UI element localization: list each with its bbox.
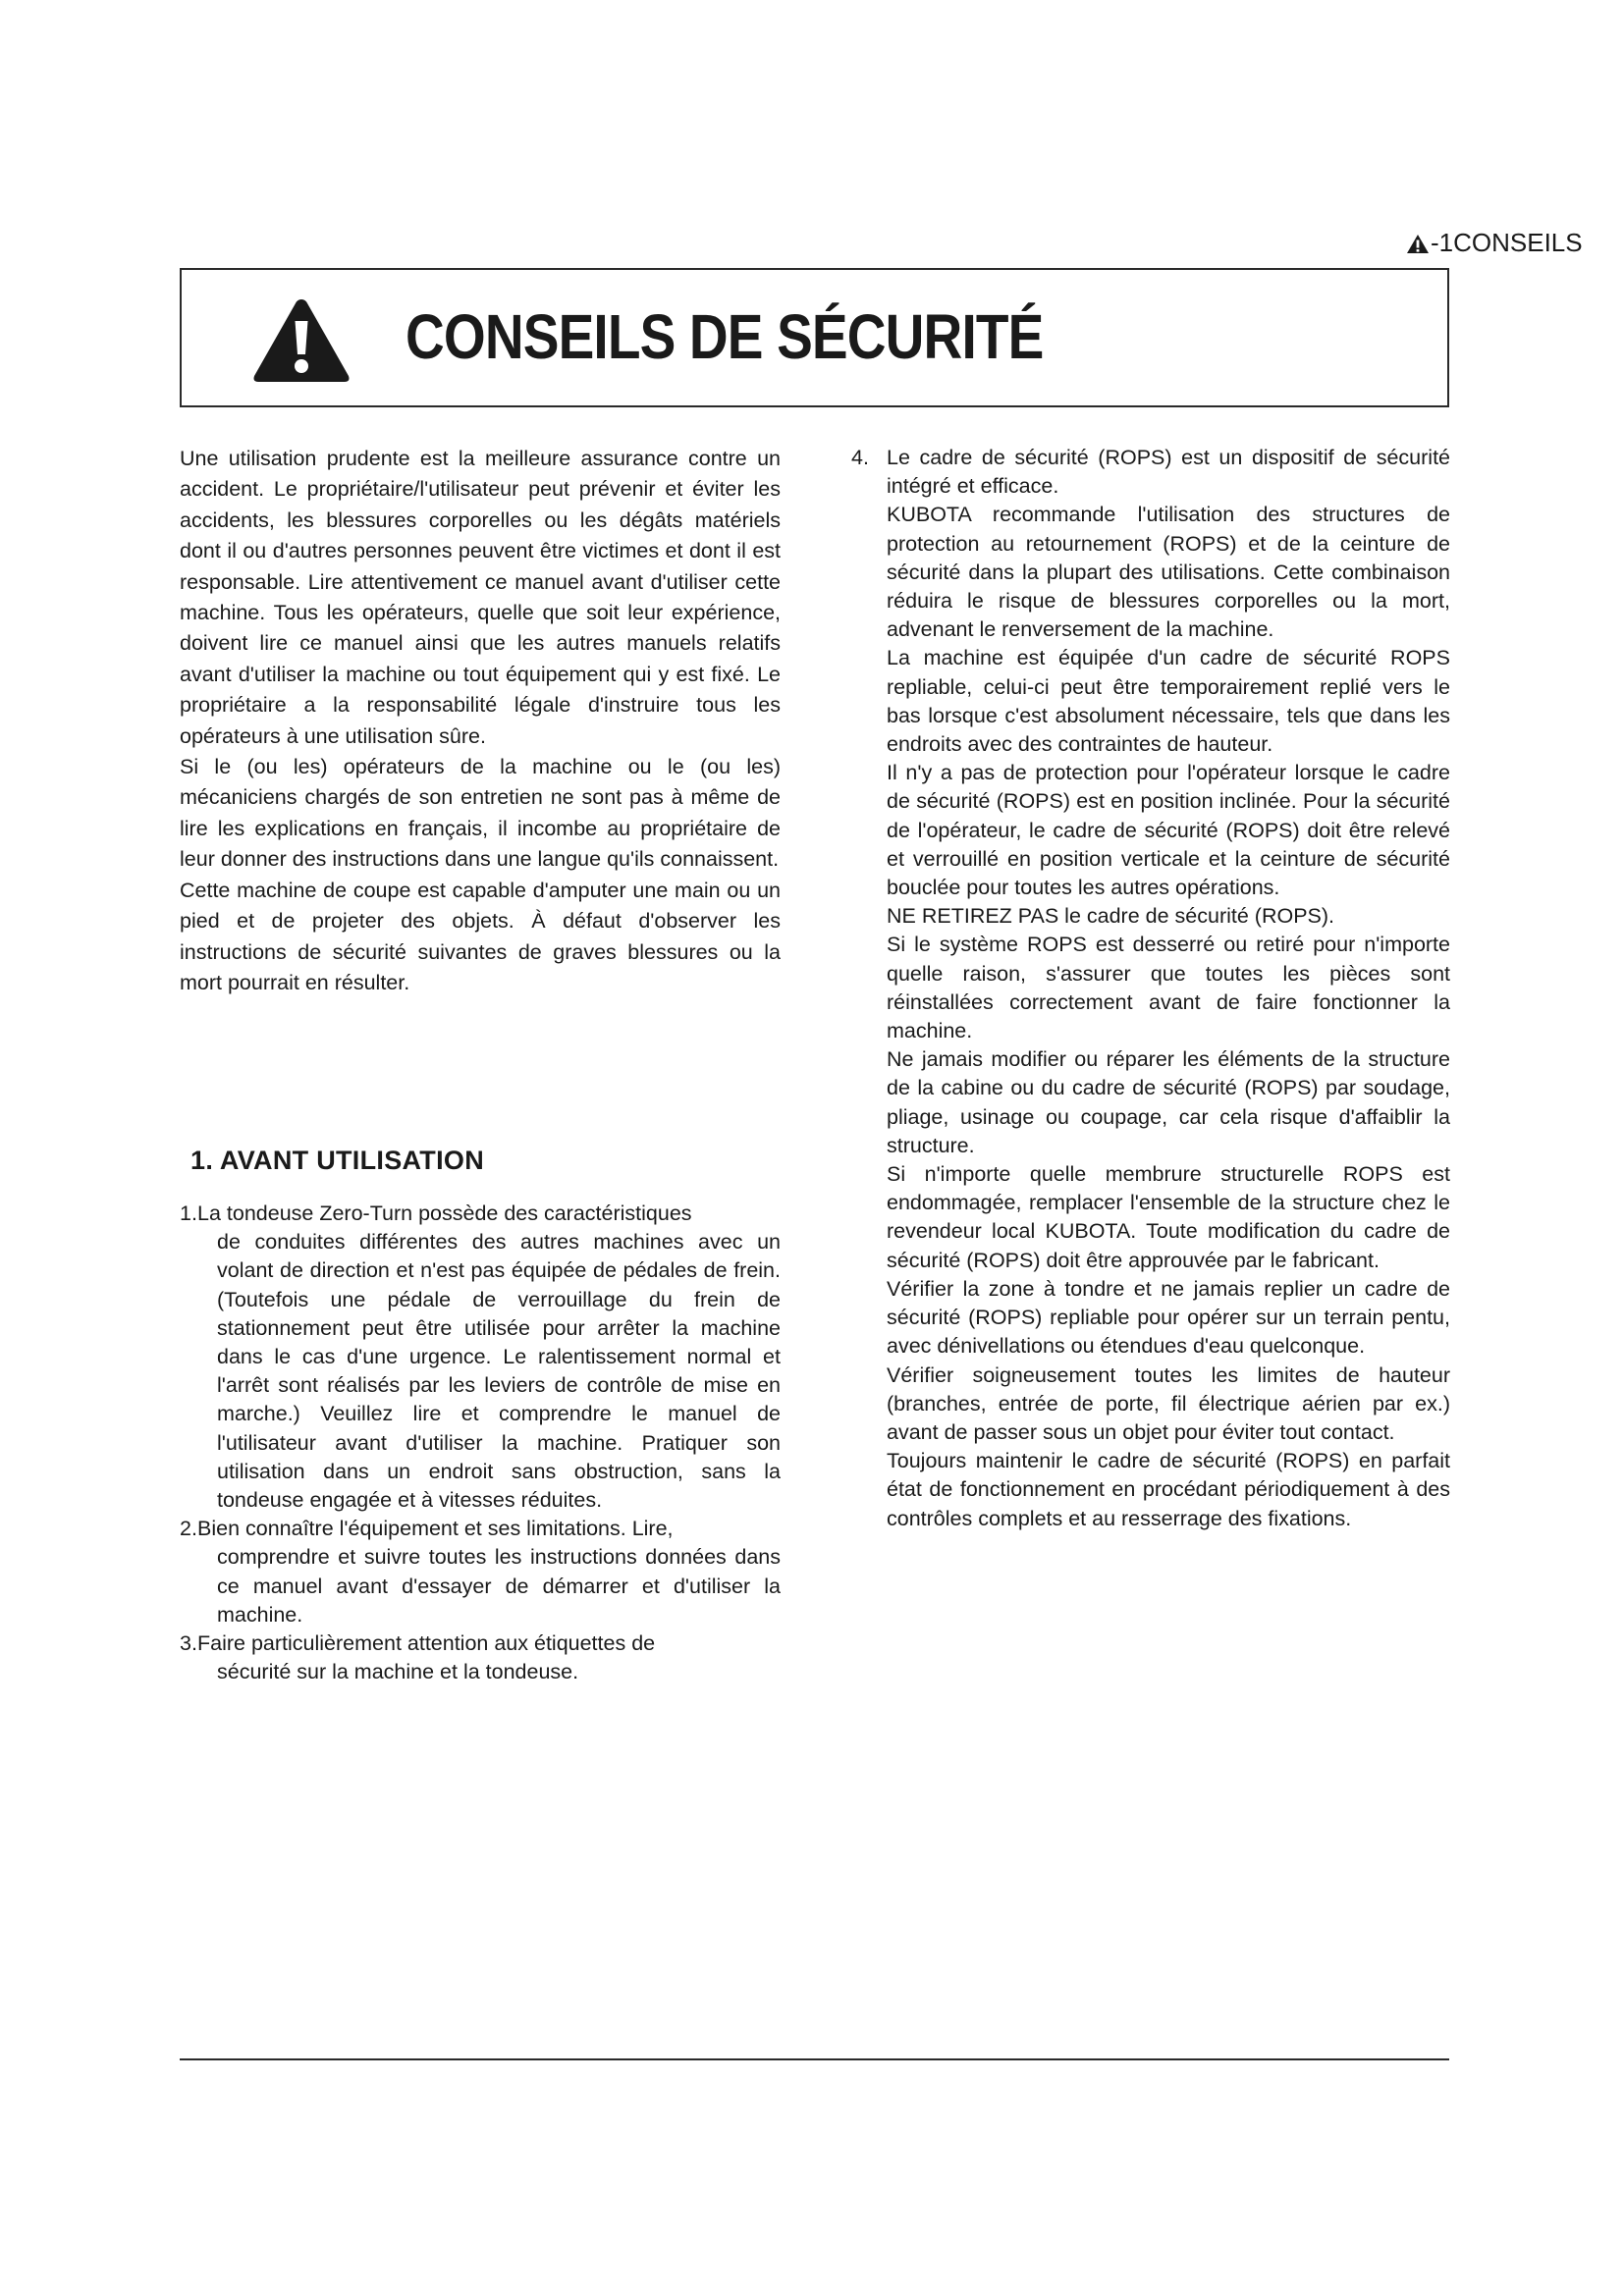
- rops-paragraph: Vérifier la zone à tondre et ne jamais replier un cadre de sécurité (ROPS) repliable pour opérer sur un terrain pentu, avec dénivellations ou étendues d'eau quelconque.: [887, 1276, 1450, 1359]
- list-item-number: 4.: [851, 446, 869, 469]
- list-item-lead: Faire particulièrement attention aux étiquettes de: [197, 1631, 656, 1656]
- warning-triangle-icon: [1406, 231, 1430, 260]
- rops-paragraph: Si le système ROPS est desserré ou retiré pour n'importe quelle raison, s'assurer que toutes les pièces sont réinstallées correctement avant de faire fonctionner la machine.: [887, 933, 1450, 1043]
- list-item: [180, 1629, 781, 1686]
- list-item: [851, 444, 1450, 1533]
- list-item: [180, 1200, 781, 1515]
- list-item-text: sécurité sur la machine et la tondeuse.: [217, 1660, 579, 1684]
- rops-paragraph: Vérifier soigneusement toutes les limites de hauteur (branches, entrée de porte, fil électrique aérien par ex.) avant de passer sous un objet pour éviter tout contact.: [887, 1362, 1450, 1444]
- list-item-number: 2.: [180, 1517, 197, 1541]
- section-heading: 1. AVANT UTILISATION: [190, 1146, 484, 1175]
- rops-paragraph: Ne jamais modifier ou réparer les éléments de la structure de la cabine ou du cadre de sécurité (ROPS) par soudage, pliage, usinage ou coupage, car cela risque d'affaiblir la structure.: [887, 1047, 1450, 1157]
- page-title: CONSEILS DE SÉCURITÉ: [406, 301, 1044, 372]
- numbered-list: [180, 1200, 781, 1686]
- rops-paragraph: KUBOTA recommande l'utilisation des structures de protection au retournement (ROPS) et de la ceinture de sécurité dans la plupart des utilisations. Cette combinaison réduira le risque de blessures corporelles ou la mort, advenant le renversement de la machine.: [887, 503, 1450, 642]
- rops-paragraph: Toujours maintenir le cadre de sécurité (ROPS) en parfait état de fonctionnement en procédant périodiquement à des contrôles complets et au resserrage des fixations.: [887, 1449, 1450, 1530]
- list-item-number: 3.: [180, 1631, 197, 1656]
- list-item-text: de conduites différentes des autres machines avec un volant de direction et n'est pas équipée de pédales de frein. (Toutefois une pédale de verrouillage du frein de stationnement peut être utilisée pour arrêter la machine dans le cas d'une urgence. Le ralentissement normal et l'arrêt sont réalisés par les leviers de contrôle de mise en marche.) Veuillez lire et comprendre le manuel de l'utilisateur avant d'utiliser la machine. Pratiquer son utilisation dans un endroit sans obstruction, sans la tondeuse engagée et à vitesses réduites.: [217, 1230, 781, 1513]
- footer-divider: [180, 2058, 1449, 2060]
- page-reference: [1406, 228, 1624, 260]
- warning-triangle-icon: [250, 295, 352, 391]
- rops-column: [851, 444, 1450, 1533]
- list-item-number: 1.: [180, 1201, 197, 1225]
- intro-column: [180, 444, 781, 998]
- intro-paragraph: Si le (ou les) opérateurs de la machine ou le (ou les) mécaniciens chargés de son entretien ne sont pas à même de lire les explications en français, il incombe au propriétaire de leur donner des instructions dans une langue qu'ils connaissent.: [180, 755, 781, 872]
- page-reference-label: -1CONSEILS: [1431, 228, 1583, 257]
- rops-paragraph: La machine est équipée d'un cadre de sécurité ROPS repliable, celui-ci peut être temporairement replié vers le bas lorsque c'est absolument nécessaire, tels que dans les endroits avec des contraintes de hauteur.: [887, 646, 1450, 757]
- list-item-text: comprendre et suivre toutes les instructions données dans ce manuel avant d'essayer de démarrer et d'utiliser la machine.: [217, 1545, 781, 1627]
- list-item: [180, 1515, 781, 1629]
- rops-paragraph: Le cadre de sécurité (ROPS) est un dispositif de sécurité intégré et efficace.: [887, 446, 1450, 499]
- intro-paragraph: Cette machine de coupe est capable d'amputer une main ou un pied et de projeter des objets. À défaut d'observer les instructions de sécurité suivantes de graves blessures ou la mort pourrait en résulter.: [180, 878, 781, 994]
- title-box: [180, 268, 1449, 407]
- list-item-lead: La tondeuse Zero-Turn possède des caractéristiques: [197, 1201, 692, 1225]
- rops-paragraph: NE RETIREZ PAS le cadre de sécurité (ROPS).: [887, 904, 1335, 929]
- list-item-lead: Bien connaître l'équipement et ses limitations. Lire,: [197, 1517, 674, 1541]
- intro-paragraph: Une utilisation prudente est la meilleure assurance contre un accident. Le propriétaire/l'utilisateur peut prévenir et éviter les accidents, les blessures corporelles ou les dégâts matériels dont il ou d'autres personnes peuvent être victimes et dont il est responsable. Lire attentivement ce manuel avant d'utiliser cette machine. Tous les opérateurs, quelle que soit leur expérience, doivent lire ce manuel ainsi que les autres manuels relatifs avant d'utiliser la machine ou tout équipement qui y est fixé. Le propriétaire a la responsabilité légale d'instruire tous les opérateurs à une utilisation sûre.: [180, 447, 781, 748]
- rops-paragraph: Si n'importe quelle membrure structurelle ROPS est endommagée, remplacer l'ensemble de la structure chez le revendeur local KUBOTA. Toute modification du cadre de sécurité (ROPS) doit être approuvée par le fabricant.: [887, 1162, 1450, 1272]
- rops-paragraph: Il n'y a pas de protection pour l'opérateur lorsque le cadre de sécurité (ROPS) est en position inclinée. Pour la sécurité de l'opérateur, le cadre de sécurité (ROPS) doit être relevé et verrouillé en position verticale et la ceinture de sécurité bouclée pour toutes les autres opérations.: [887, 761, 1450, 900]
